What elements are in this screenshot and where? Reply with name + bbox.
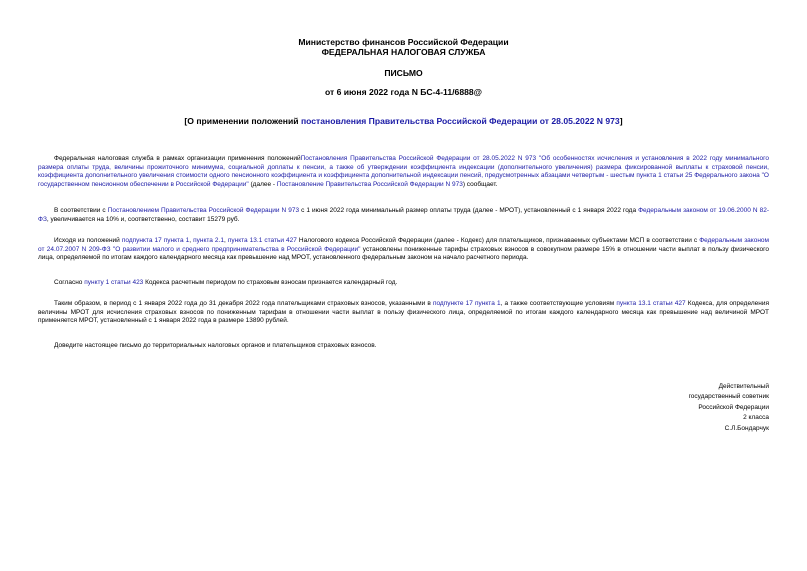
paragraph-5 [38,300,769,326]
paragraph-text: ) сообщает. [462,180,498,188]
link-postanovlenie-973[interactable]: Постановлением Правительства Российской Федерации N 973 [107,207,300,214]
link-point-13-1-article-427[interactable]: пункта 13.1 статьи 427 [227,237,297,244]
paragraph-text: , [189,237,194,244]
subject-suffix: ] [619,116,623,126]
paragraph-text: с 1 июня 2022 года минимальный размер оплаты труда (далее - МРОТ), установленный с 1 января 2022 года [299,207,639,214]
paragraph-text: , а также соответствующие условиям [500,300,617,307]
document-subject [0,116,807,126]
signatory-name: С.Л.Бондарчук [724,424,769,432]
subject-prefix: [О применении положений [184,116,301,126]
subject-link[interactable]: постановления Правительства Российской Федерации от 28.05.2022 N 973 [300,116,620,126]
link-postanovlenie-973[interactable]: Постановление Правительства Российской Федерации N 973 [276,180,463,188]
paragraph-text: В соответствии с [54,207,108,214]
link-subpoint-17[interactable]: подпункта 17 пункта 1 [121,237,190,244]
document-type: ПИСЬМО [384,68,423,78]
paragraph-text: Кодекса, для определения величины МРОТ для исчисления страховых взносов по пониженным тарифам в отношении части выплат в пользу физического лица, определяемой по итогам каждого календарного месяца как превышение над величиной МРОТ применяется МРОТ, установленный с 1 января 2022 года в размере 13890 рублей. [38,300,769,325]
paragraph-3 [38,237,769,263]
paragraph-text: Таким образом, в период с 1 января 2022 года до 31 декабря 2022 года плательщиками страховых взносов, указанными в [54,300,433,307]
signature-line-1: Действительный [718,383,769,390]
link-postanovlenie-973-full[interactable]: Постановления Правительства Российской Федерации от 28.05.2022 N 973 "Об особенностях исчисления и установления в 2022 году минимального размера оплаты труда, величины прожиточного минимума, социальной доплаты к пенсии, а также об утверждении коэффициента индексации (дополнительного увеличения) размера фиксированной выплаты к страховой пенсии, коэффициента дополнительного увеличения стоимости одного пенсионного коэффициента и коэффициента дополнительной индексации пенсий, предусмотренных абзацами четвертым - шестым пункта 1 статьи 25 Федерального закона "О государственном пенсионном обеспечении в Российской Федерации" [38,155,769,188]
paragraph-4 [38,279,769,288]
signature-line-3: Российской Федерации [698,403,769,411]
paragraph-text: Доведите настоящее письмо до территориальных налоговых органов и плательщиков страховых взносов. [54,342,377,349]
paragraph-2 [38,207,769,224]
paragraph-text: Налогового кодекса Российской Федерации (далее - Кодекс) для плательщиков, признаваемых субъектами МСП в соответствии с [296,237,700,244]
signature-block [689,382,769,434]
service-name: ФЕДЕРАЛЬНАЯ НАЛОГОВАЯ СЛУЖБА [321,47,486,57]
paragraph-text: Кодекса расчетным периодом по страховым взносам признается календарный год. [143,279,398,286]
link-point-1-article-423[interactable]: пункту 1 статьи 423 [84,279,144,286]
paragraph-text: Федеральная налоговая служба в рамках организации применения положений [54,155,301,162]
paragraph-text: (далее - [248,180,277,188]
signature-line-4: 2 класса [743,414,769,422]
signature-line-2: государственный советник [688,393,769,401]
link-point-2-1[interactable]: пункта 2.1 [193,237,224,244]
link-subpoint-17[interactable]: подпункте 17 пункта 1 [432,300,501,307]
paragraph-text: Исходя из положений [54,237,122,244]
paragraph-text: , [223,237,228,244]
paragraph-text: установлены пониженные тарифы страховых взносов в совокупном размере 15% в отношении части выплат в пользу физического лица, определяемой по итогам каждого календарного месяца как превышение над МРОТ, установленного федеральным законом на начало расчетного периода. [38,245,770,262]
link-federal-law-82[interactable]: Федеральным законом от 19.06.2000 N 82-ФЗ [38,207,769,223]
document-date-number: от 6 июня 2022 года N БС-4-11/6888@ [324,87,483,97]
paragraph-6 [38,342,769,351]
ministry-name: Министерство финансов Российской Федерации [298,37,509,47]
link-point-13-1-article-427[interactable]: пункта 13.1 статьи 427 [616,300,686,307]
paragraph-text: , увеличивается на 10% и, соответственно, составит 15279 руб. [46,215,240,223]
link-federal-law-209[interactable]: Федеральным законом от 24.07.2007 N 209-ФЗ "О развитии малого и среднего предпринимательства в Российской Федерации" [38,237,769,253]
paragraph-text: Согласно [54,279,85,286]
paragraph-1 [38,155,769,189]
document-header [0,37,807,57]
